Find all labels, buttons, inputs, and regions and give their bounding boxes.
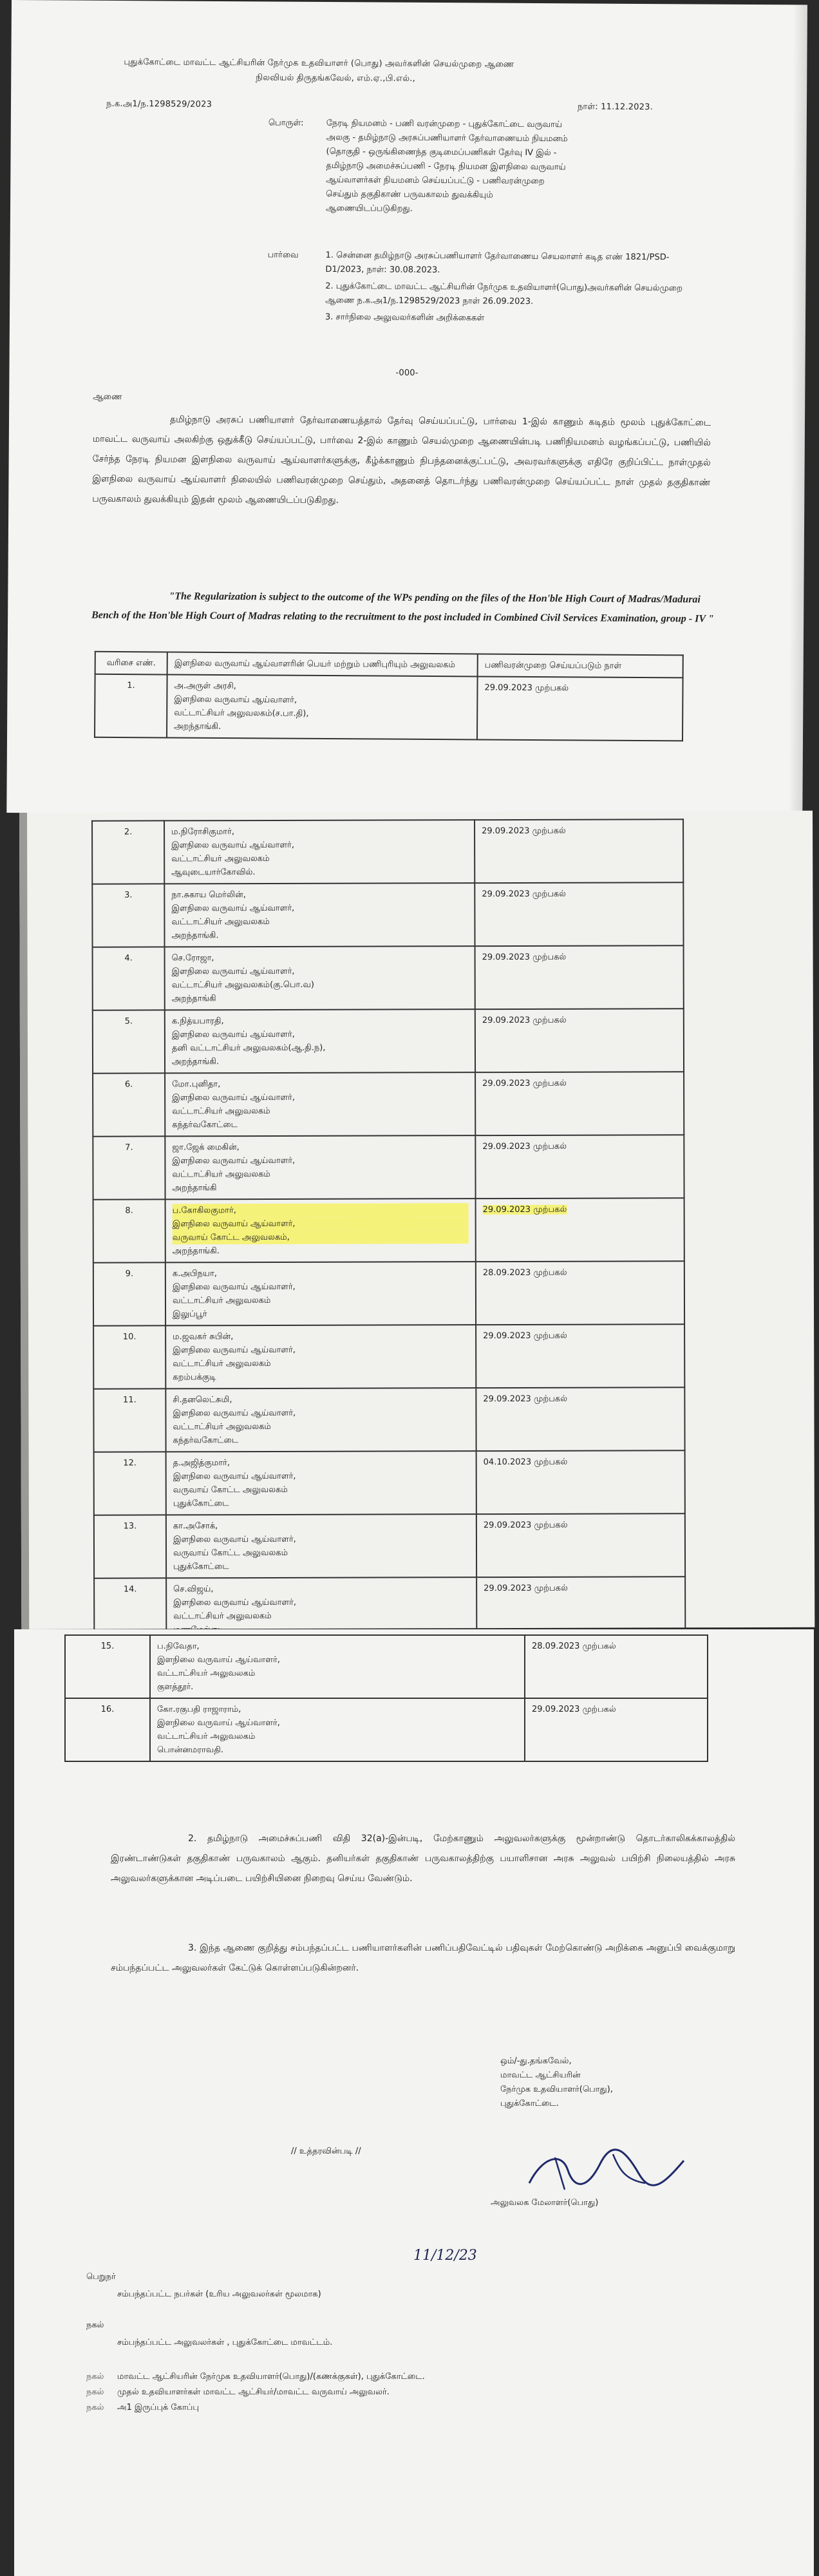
row-serial: 9. — [93, 1262, 165, 1325]
probation-paragraph: 2. தமிழ்நாடு அமைச்சுப்பணி விதி 32(a)-இன்படி, மேற்காணும் அலுவலர்களுக்கு மூன்றாண்டு தொடர்காலிகக்காலத்தில் இரண்டாண்டுகள் தகுதிகாண் பருவகாலம் ஆகும். தனியர்கள் தகுதிகாண் பருவகாலத்திற்கு பயாளிசான அரசு அலுவல் பயிற்சி நிலையத்தில் அரசு அலுவலர்களுக்கான அடிப்படை பயிற்சியினை நிறைவு செய்ய வேண்டும். — [111, 1833, 735, 1884]
row-date — [476, 1450, 685, 1514]
page-sheet-2 — [19, 811, 814, 1629]
row-employee — [150, 1698, 525, 1761]
reference-item: 2. புதுக்கோட்டை மாவட்ட ஆட்சியரின் நேர்முக உதவியாளர்(பொது)அவர்களின் செயல்முறை ஆணை ந.க.அ1/ந.1298529/2023 நாள் 26.09.2023. — [325, 281, 683, 307]
row-employee — [165, 1325, 476, 1388]
employee-post: இளநிலை வருவாய் ஆய்வாளர், — [173, 1217, 469, 1231]
employee-office: வட்டாட்சியர் அலுவலகம் — [171, 916, 270, 927]
employee-place: புதுக்கோட்டை — [173, 1562, 229, 1572]
row-employee — [165, 1388, 476, 1452]
row-serial: 8. — [93, 1199, 165, 1262]
row-employee — [165, 1262, 476, 1325]
regularization-condition: "The Regularization is subject to the outcome of the WPs pending on the files of the Hon'ble High Court of Madras/Madurai Bench of the Hon'ble High Court of Madras relating to the recruitment to the post included in Combined Civil Services Examination, group - IV " — [91, 591, 714, 625]
row-employee — [165, 946, 475, 1010]
row-date-text: 28.09.2023 முற்பகல் — [482, 1267, 567, 1278]
employee-place: அறந்தாங்கி. — [174, 721, 221, 732]
row-serial: 16. — [65, 1698, 150, 1761]
cc-label: நகல் — [86, 2387, 104, 2397]
employee-office: வருவாய் கோட்ட அலுவலகம், — [173, 1230, 469, 1244]
table-row — [65, 1635, 708, 1698]
order-heading: ஆணை — [93, 392, 122, 402]
col-header-serial: வரிசை எண். — [95, 652, 167, 675]
employee-name: கா.அசோக், — [173, 1521, 218, 1531]
row-date-text: 29.09.2023 முற்பகல் — [482, 1015, 567, 1026]
reference-item: 1. சென்னை தமிழ்நாடு அரசுப்பணியாளர் தேர்வாணைய செயலாளர் கடித எண் 1821/PSD-D1/2023, நாள்: 30.08.2023. — [325, 250, 670, 276]
subject-line: தமிழ்நாடு அமைச்சுப்பணி - நேரடி நியமன இளநிலை வருவாய் — [326, 160, 566, 173]
row-serial: 11. — [93, 1388, 165, 1452]
employee-place: அறந்தாங்கி. — [171, 1057, 220, 1067]
cc-text: மாவட்ட ஆட்சியரின் நேர்முக உதவியாளர்(பொது)/(கணக்குகள்), புதுக்கோட்டை. — [117, 2372, 425, 2382]
regularization-table-part3 — [64, 1634, 708, 1762]
row-date — [525, 1635, 708, 1698]
row-date — [475, 1009, 684, 1072]
row-date — [475, 1135, 684, 1198]
employee-post: இளநிலை வருவாய் ஆய்வாளர், — [171, 1029, 295, 1040]
table-row — [65, 1698, 708, 1761]
row-employee — [165, 1009, 475, 1073]
employee-office: வருவாய் கோட்ட அலுவலகம் — [173, 1548, 288, 1558]
handwritten-date: 11/12/23 — [413, 2248, 477, 2264]
row-serial: 15. — [65, 1635, 150, 1698]
employee-post: இளநிலை வருவாய் ஆய்வாளர், — [157, 1655, 280, 1665]
signature-block — [500, 2054, 668, 2111]
row-date — [476, 1387, 684, 1451]
scan-shadow — [788, 5, 807, 817]
separator: -000- — [395, 368, 419, 378]
table-header-row — [95, 652, 683, 678]
employee-office: வட்டாட்சியர் அலுவலகம் — [157, 1732, 256, 1741]
employee-post: இளநிலை வருவாய் ஆய்வாளர், — [157, 1718, 280, 1728]
records-paragraph: 3. இந்த ஆணை குறித்து சம்பந்தப்பட்ட பணியாளர்களின் பணிப்பதிவேட்டில் பதிவுகள் மேற்கொண்டு அறிக்கை அனுப்பி வைக்குமாறு சம்பந்தப்பட்ட அலுவலர்கள் கேட்டுக் கொள்ளப்படுகின்றனர். — [111, 1943, 735, 1973]
reference-list — [325, 249, 706, 327]
employee-name: த.அஜித்குமார், — [173, 1458, 231, 1468]
employee-office: வட்டாட்சியர் அலுவலகம் — [171, 853, 270, 864]
copy-text: சம்பந்தப்பட்ட அலுவலர்கள் , புதுக்கோட்டை மாவட்டம். — [117, 2338, 333, 2347]
row-employee — [165, 1135, 475, 1199]
row-employee — [164, 883, 475, 947]
employee-place: இலுப்பூர் — [173, 1309, 207, 1320]
subject-label: பொருள்: — [268, 118, 304, 128]
employee-post: இளநிலை வருவாய் ஆய்வாளர், — [173, 1408, 296, 1419]
row-date — [525, 1698, 708, 1761]
row-serial: 1. — [95, 674, 167, 738]
subject-line: (தொகுதி - ஒருங்கிணைந்த குடிமைப்பணிகள் தேர்வு IV இல் - — [326, 146, 557, 158]
employee-place: கந்தர்வகோட்டை — [173, 1435, 239, 1446]
copy-label: நகல் — [86, 2320, 104, 2330]
table-row — [94, 1450, 685, 1515]
table-row — [93, 945, 684, 1010]
signature-line: மாவட்ட ஆட்சியரின் — [500, 2070, 581, 2080]
row-date-text: 29.09.2023 முற்பகல் — [483, 1520, 568, 1531]
table-row — [93, 1324, 684, 1388]
row-serial: 5. — [93, 1010, 165, 1073]
designation-label: அலுவலக மேலாளர்(பொது) — [491, 2198, 599, 2208]
subject-block — [326, 117, 706, 218]
employee-post: இளநிலை வருவாய் ஆய்வாளர், — [171, 966, 295, 977]
row-date — [475, 1072, 684, 1135]
row-date-text: 28.09.2023 முற்பகல் — [532, 1642, 616, 1651]
employee-name: ம.நிரோசிகுமார், — [171, 827, 235, 837]
row-serial: 2. — [92, 820, 164, 884]
row-employee — [165, 1198, 476, 1262]
employee-place: அறந்தாங்கி — [171, 994, 216, 1004]
row-date-text: 29.09.2023 முற்பகல் — [482, 826, 566, 837]
employee-place: பொன்னமராவதி. — [157, 1745, 223, 1755]
employee-post: இளநிலை வருவாய் ஆய்வாளர், — [173, 1597, 297, 1608]
table-row — [93, 1387, 684, 1452]
subject-line: ஆய்வாளர்கள் நியமனம் செய்யப்பட்டு - பணிவரன்முறை — [326, 175, 545, 187]
row-serial: 7. — [93, 1136, 165, 1199]
employee-office: வட்டாட்சியர் அலுவலகம் — [173, 1358, 271, 1369]
table-row — [93, 1135, 684, 1199]
employee-post: இளநிலை வருவாய் ஆய்வாளர், — [171, 840, 294, 851]
employee-post: இளநிலை வருவாய் ஆய்வாளர், — [173, 1471, 296, 1482]
employee-name: ஜா.ஜேக் மைகின், — [172, 1142, 240, 1153]
row-date-text: 29.09.2023 முற்பகல் — [482, 889, 566, 900]
employee-office: வட்டாட்சியர் அலுவலகம் — [173, 1421, 271, 1432]
employee-post: இளநிலை வருவாய் ஆய்வாளர், — [174, 694, 297, 705]
employee-post: இளநிலை வருவாய் ஆய்வாளர், — [173, 1534, 296, 1545]
reference-number: ந.க.அ1/ந.1298529/2023 — [106, 99, 212, 109]
employee-post: இளநிலை வருவாய் ஆய்வாளர், — [173, 1345, 296, 1356]
subject-line: செய்தும் தகுதிகாண் பருவகாலம் துவக்கியும் — [326, 189, 493, 200]
table-row — [93, 1261, 684, 1325]
table-row — [94, 1513, 685, 1578]
page-sheet-1 — [6, 0, 807, 818]
employee-office: வட்டாட்சியர் அலுவலகம் — [172, 1106, 270, 1117]
employee-post: இளநிலை வருவாய் ஆய்வாளர், — [172, 1282, 296, 1293]
employee-office: வட்டாட்சியர் அலுவலகம் — [172, 1295, 271, 1306]
cc-label: நகல் — [86, 2372, 104, 2382]
row-serial: 14. — [94, 1578, 166, 1641]
table-row — [93, 1009, 684, 1073]
employee-name: ம.ஜவகர் சுபின், — [173, 1332, 234, 1342]
row-date — [476, 1261, 684, 1325]
header-title: புதுக்கோட்டை மாவட்ட ஆட்சியரின் நேர்முக உதவியாளர் (பொது) அவர்களின் செயல்முறை ஆணை — [124, 57, 514, 70]
row-date — [476, 1324, 684, 1388]
employee-name: ப.கோகிலகுமார், — [173, 1203, 469, 1217]
cc-text: முதல் உதவியாளர்கள் மாவட்ட ஆட்சியர்/மாவட்ட வருவாய் அலுவலர். — [117, 2387, 390, 2397]
employee-name: ப.நிவேதா, — [157, 1642, 200, 1651]
order-paragraph: தமிழ்நாடு அரசுப் பணியாளர் தேர்வாணையத்தால் தேர்வு செய்யப்பட்டு, பார்வை 1-இல் காணும் கடிதம் மூலம் புதுக்கோட்டை மாவட்ட வருவாய் அலகிற்கு ஒதுக்கீடு செய்யப்பட்டு, பார்வை 2-இல் காணும் செயல்முறை ஆணையின்படி பணிநியமனம் வழங்கப்பட்டு, பணியில் சேர்ந்த நேரடி நியமன இளநிலை வருவாய் ஆய்வாளர்களுக்கு, கீழ்க்காணும் நிபந்தனைக்குட்பட்டு, அவரவர்களுக்கு எதிரே குறிப்பிட்ட நாள்முதல் இளநிலை வருவாய் ஆய்வாளர் நிலையில் பணிவரன்முறை செய்தும், அதனைத் தொடர்ந்து பணிவரன்முறை செய்யப்பட்ட நாள் முதல் தகுதிகாண் பருவகாலம் துவக்கியும் இதன் மூலம் ஆணையிடப்படுகிறது. — [92, 414, 711, 506]
row-date-text: 29.09.2023 முற்பகல் — [483, 1331, 567, 1341]
table-row — [93, 1198, 684, 1262]
employee-name: செ.விஜய், — [173, 1584, 214, 1595]
employee-place: கந்தர்வகோட்டை — [172, 1120, 238, 1130]
employee-place: குளத்தூர். — [157, 1682, 194, 1692]
employee-office: வட்டாட்சியர் அலுவலகம் — [172, 1169, 270, 1180]
employee-place: அறந்தாங்கி — [172, 1183, 217, 1193]
row-employee — [166, 1514, 476, 1578]
recipients-label: பெறுநர் — [86, 2272, 116, 2282]
row-date: 29.09.2023 முற்பகல் — [477, 676, 683, 741]
page-sheet-3 — [14, 1629, 814, 2576]
handwritten-signature — [516, 2145, 710, 2202]
employee-office: வருவாய் கோட்ட அலுவலகம் — [173, 1484, 288, 1495]
row-employee — [165, 1072, 475, 1136]
row-employee — [167, 674, 478, 739]
employee-name: செ.ரோஜா, — [171, 953, 214, 963]
row-serial: 4. — [93, 947, 165, 1010]
recipients-text: சம்பந்தப்பட்ட நபர்கள் (உரிய அலுவலர்கள் மூலமாக) — [117, 2289, 321, 2299]
regularization-table-part1 — [94, 651, 684, 742]
reference-item: 3. சார்நிலை அலுவலர்களின் அறிக்கைகள் — [325, 312, 485, 323]
signature-line: நேர்முக உதவியாளர்(பொது), — [500, 2085, 613, 2094]
row-date — [475, 882, 683, 946]
row-date-text: 29.09.2023 முற்பகல் — [482, 1204, 567, 1215]
scan-edge — [19, 813, 29, 1629]
subject-line: ஆணையிடப்படுகிறது. — [325, 203, 413, 214]
true-copy-label: // உத்தரவின்படி // — [291, 2146, 361, 2156]
signature-line: புதுக்கோட்டை. — [500, 2099, 559, 2108]
row-date-text: 04.10.2023 முற்பகல் — [483, 1457, 568, 1468]
table-row — [95, 674, 683, 741]
employee-office: வட்டாட்சியர் அலுவலகம் — [157, 1669, 256, 1678]
row-employee — [166, 1451, 476, 1515]
employee-place: ஆவுடையார்கோவில். — [171, 867, 256, 878]
employee-office: வட்டாட்சியர் அலுவலகம்(ச.பா.தி), — [174, 708, 309, 719]
row-date — [476, 1198, 684, 1262]
table-row — [93, 1072, 684, 1136]
regularization-table-part2 — [91, 819, 686, 1642]
row-employee — [150, 1635, 525, 1698]
employee-name: அ.அருள் அரசி, — [174, 681, 236, 692]
subject-line: நேரடி நியமனம் - பணி வரன்முறை - புதுக்கோட்டை வருவாய் — [326, 118, 563, 130]
row-date-text: 29.09.2023 முற்பகல் — [532, 1705, 616, 1714]
employee-name: கோ.ரகுபதி ராஜாராம், — [157, 1705, 241, 1714]
row-serial: 12. — [94, 1452, 166, 1515]
signature-line: ஒம்/-து.தங்கவேல், — [500, 2056, 572, 2066]
table-row — [92, 882, 683, 947]
row-date-text: 29.09.2023 முற்பகல் — [484, 1583, 568, 1594]
row-serial: 13. — [94, 1515, 166, 1578]
row-date-text: 29.09.2023 முற்பகல் — [482, 952, 567, 963]
row-serial: 6. — [93, 1073, 165, 1136]
row-date-text: 29.09.2023 முற்பகல் — [482, 1078, 567, 1089]
row-date — [476, 1513, 685, 1577]
employee-place: புதுக்கோட்டை — [173, 1499, 229, 1509]
reference-label: பார்வை — [267, 250, 299, 260]
employee-office: தனி வட்டாட்சியர் அலுவலகம்(ஆ.தி.ந), — [171, 1043, 326, 1054]
employee-name: க.நித்யபாரதி, — [171, 1016, 224, 1027]
row-date — [475, 945, 684, 1009]
col-header-date: பணிவரன்முறை செய்யப்படும் நாள் — [478, 654, 683, 677]
employee-office: வட்டாட்சியர் அலுவலகம்(கு.பொ.வ) — [171, 980, 315, 990]
row-serial: 10. — [93, 1325, 165, 1388]
row-date-text: 29.09.2023 முற்பகல் — [483, 1394, 568, 1405]
employee-office: வட்டாட்சியர் அலுவலகம் — [173, 1611, 272, 1622]
cc-text: அ1 இருப்புக் கோப்பு — [117, 2403, 200, 2412]
row-date — [475, 819, 683, 883]
employee-post: இளநிலை வருவாய் ஆய்வாளர், — [172, 1155, 296, 1166]
order-date: நாள்: 11.12.2023. — [577, 102, 653, 113]
employee-place: அறந்தாங்கி. — [172, 1246, 220, 1256]
employee-place: கறம்பக்குடி — [173, 1372, 216, 1383]
subject-line: அலகு - தமிழ்நாடு அரசுப்பணியாளர் தேர்வாணையம் நியமனம் — [326, 132, 568, 144]
employee-name: நா.சுகாய மெர்லின், — [171, 890, 246, 900]
cc-label: நகல் — [86, 2403, 104, 2412]
employee-post: இளநிலை வருவாய் ஆய்வாளர், — [171, 903, 295, 914]
employee-name: சி.தனலெட்சுமி, — [173, 1395, 232, 1405]
employee-name: மோ.புனிதா, — [172, 1079, 221, 1090]
employee-post: இளநிலை வருவாய் ஆய்வாளர், — [172, 1092, 296, 1103]
row-serial: 3. — [92, 884, 164, 947]
employee-place: அறந்தாங்கி. — [171, 931, 219, 941]
header-officer: நிலவியல் திருதங்கவேல், எம்.ஏ.,பி.எல்., — [256, 73, 416, 84]
employee-name: க.அபிநயா, — [172, 1269, 218, 1279]
row-employee — [164, 820, 475, 884]
row-date-text: 29.09.2023 முற்பகல் — [482, 1141, 567, 1152]
table-row — [92, 819, 683, 884]
col-header-name: இளநிலை வருவாய் ஆய்வாளரின் பெயர் மற்றும் பணிபுரியும் அலுவலகம் — [167, 652, 478, 676]
